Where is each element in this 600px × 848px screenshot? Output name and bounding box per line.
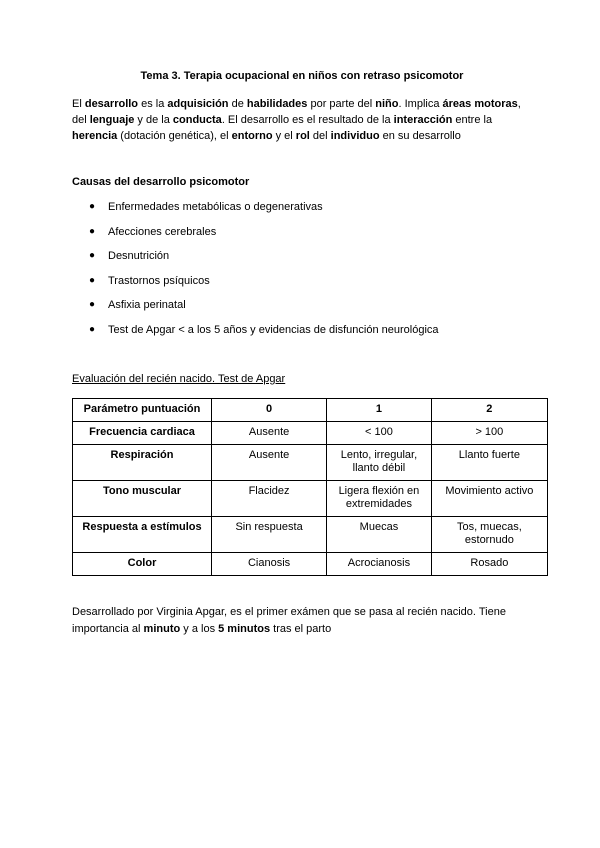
- bullet-icon: ●: [89, 250, 96, 262]
- intro-bold: entorno: [231, 130, 273, 142]
- intro-text: de: [228, 98, 247, 110]
- table-cell: Tos, muecas, estornudo: [431, 517, 547, 553]
- intro-bold: adquisición: [167, 98, 229, 110]
- intro-text: . El desarrollo es el resultado de la: [221, 114, 394, 126]
- footer-text: Desarrollado por Virginia Apgar, es el primer exámen que se pasa al recién nacido. Tiene: [72, 606, 506, 618]
- intro-text: por parte del: [307, 98, 376, 110]
- intro-bold: rol: [295, 130, 310, 142]
- causes-list: [72, 199, 439, 347]
- table-row-header: Frecuencia cardiaca: [73, 422, 212, 445]
- intro-text: entre la: [452, 114, 493, 126]
- bullet-icon: ●: [89, 225, 96, 237]
- apgar-table: [72, 398, 548, 576]
- intro-bold: herencia: [72, 130, 118, 142]
- table-cell: Lento, irregular, llanto débil: [327, 445, 432, 481]
- table-header-row: [73, 399, 548, 422]
- list-item: [72, 297, 439, 322]
- intro-text: y de la: [134, 114, 173, 126]
- bullet-icon: ●: [89, 274, 96, 286]
- intro-bold: habilidades: [246, 98, 308, 110]
- footer-paragraph: [72, 604, 532, 638]
- table-row: [73, 517, 548, 553]
- intro-bold: niño: [375, 98, 399, 110]
- footer-text: tras el parto: [270, 623, 332, 635]
- bullet-icon: ●: [89, 299, 96, 311]
- list-item: [72, 322, 439, 347]
- table-row: [73, 445, 548, 481]
- table-cell: Flacidez: [212, 481, 327, 517]
- table-cell: Ligera flexión en extremidades: [327, 481, 432, 517]
- table-row: [73, 422, 548, 445]
- intro-bold: áreas motoras: [442, 98, 518, 110]
- table-cell: Acrocianosis: [327, 553, 432, 576]
- table-cell: Muecas: [327, 517, 432, 553]
- table-row: [73, 481, 548, 517]
- table-header-cell: 2: [431, 399, 547, 422]
- list-item: [72, 248, 439, 273]
- table-row-header: Tono muscular: [73, 481, 212, 517]
- bullet-icon: ●: [89, 323, 96, 335]
- footer-bold: minuto: [143, 623, 181, 635]
- intro-bold: individuo: [330, 130, 380, 142]
- footer-text: y a los: [180, 623, 219, 635]
- intro-bold: conducta: [172, 114, 222, 126]
- table-row: [73, 553, 548, 576]
- table-cell: Ausente: [212, 445, 327, 481]
- intro-paragraph: [72, 96, 532, 144]
- list-item-text: Asfixia perinatal: [108, 299, 186, 312]
- table-row-header: Color: [73, 553, 212, 576]
- page-title: Tema 3. Terapia ocupacional en niños con retraso psicomotor: [140, 70, 464, 82]
- intro-text: . Implica: [398, 98, 443, 110]
- list-item-text: Trastornos psíquicos: [108, 274, 210, 287]
- table-cell: Movimiento activo: [431, 481, 547, 517]
- table-cell: Cianosis: [212, 553, 327, 576]
- table-header-cell: Parámetro puntuación: [73, 399, 212, 422]
- table-header-cell: 0: [212, 399, 327, 422]
- intro-text: (dotación genética), el: [117, 130, 232, 142]
- intro-bold: desarrollo: [84, 98, 139, 110]
- causes-heading: Causas del desarrollo psicomotor: [72, 176, 250, 188]
- evaluation-heading: Evaluación del recién nacido. Test de Apgar: [72, 373, 286, 385]
- table-cell: Sin respuesta: [212, 517, 327, 553]
- list-item: [72, 273, 439, 298]
- intro-bold: lenguaje: [89, 114, 135, 126]
- intro-text: del: [309, 130, 331, 142]
- list-item: [72, 224, 439, 249]
- intro-text: El: [72, 98, 85, 110]
- intro-text: es la: [138, 98, 168, 110]
- table-row-header: Respiración: [73, 445, 212, 481]
- table-row-header: Respuesta a estímulos: [73, 517, 212, 553]
- table-cell: < 100: [327, 422, 432, 445]
- table-cell: Rosado: [431, 553, 547, 576]
- table-cell: Ausente: [212, 422, 327, 445]
- list-item-text: Desnutrición: [108, 250, 170, 263]
- table-header-cell: 1: [327, 399, 432, 422]
- footer-text: importancia al: [72, 623, 144, 635]
- table-cell: > 100: [431, 422, 547, 445]
- list-item-text: Enfermedades metabólicas o degenerativas: [108, 201, 323, 213]
- intro-text: y el: [272, 130, 296, 142]
- list-item-text: Afecciones cerebrales: [108, 225, 217, 238]
- list-item-text: Test de Apgar < a los 5 años y evidencias de disfunción neurológica: [108, 323, 439, 336]
- intro-text: del: [72, 114, 90, 126]
- intro-text: ,: [517, 98, 521, 110]
- intro-text: en su desarrollo: [379, 130, 461, 142]
- list-item: [72, 199, 439, 224]
- bullet-icon: ●: [89, 201, 96, 212]
- intro-bold: interacción: [393, 114, 453, 126]
- footer-bold: 5 minutos: [218, 623, 271, 635]
- table-cell: Llanto fuerte: [431, 445, 547, 481]
